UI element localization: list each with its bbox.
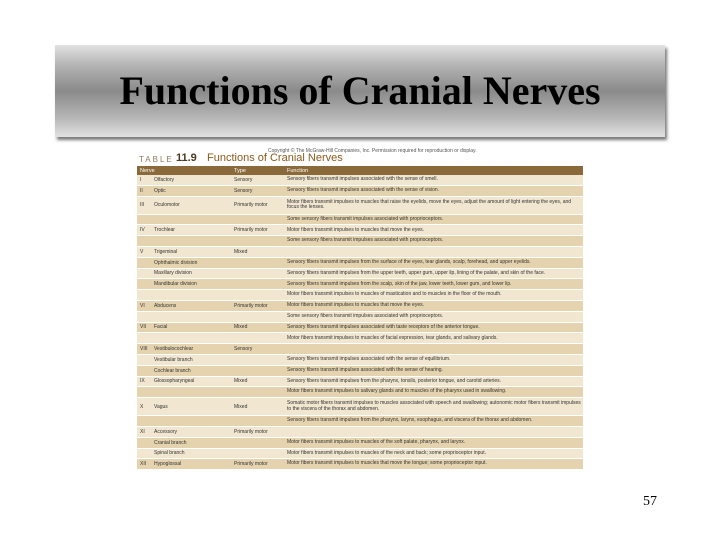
nerve-name-cell: Vestibular branch	[151, 354, 231, 365]
nerve-type-cell: Sensory	[231, 344, 284, 355]
nerve-name-cell: Trigeminal	[151, 246, 231, 257]
table-row	[137, 236, 583, 247]
cranial-nerves-table	[137, 166, 583, 528]
table-row	[137, 365, 583, 376]
nerve-name-cell: Trochlear	[151, 225, 231, 236]
nerve-type-cell	[231, 354, 284, 365]
nerve-number-cell	[137, 333, 151, 344]
nerve-number-cell: III	[137, 196, 151, 214]
nerve-function-cell: Sensory fibers transmit impulses from the scalp, skin of the jaw, lower teeth, lower gum, and lower lip.	[284, 279, 583, 290]
nerve-type-cell: Mixed	[231, 376, 284, 387]
nerve-name-cell: Facial	[151, 322, 231, 333]
nerve-function-cell: Sensory fibers transmit impulses from the surface of the eyes, tear glands, scalp, forehead, and upper eyelids.	[284, 257, 583, 268]
nerve-function-cell: Some sensory fibers transmit impulses associated with proprioceptors.	[284, 214, 583, 225]
nerve-name-cell: Vestibulocochlear	[151, 344, 231, 355]
nerve-number-cell	[137, 311, 151, 322]
nerve-name-cell: Glossopharyngeal	[151, 376, 231, 387]
nerve-number-cell	[137, 416, 151, 427]
table-row	[137, 246, 583, 257]
nerve-number-cell	[137, 290, 151, 301]
nerve-type-cell: Primarily motor	[231, 300, 284, 311]
table-row	[137, 225, 583, 236]
nerve-number-cell	[137, 257, 151, 268]
nerve-function-cell	[284, 426, 583, 437]
nerve-function-cell: Sensory fibers transmit impulses associated with taste receptors of the anterior tongue.	[284, 322, 583, 333]
nerve-number-cell: I	[137, 175, 151, 185]
nerve-name-cell: Oculomotor	[151, 196, 231, 214]
table-row	[137, 257, 583, 268]
table-row	[137, 290, 583, 301]
nerve-number-cell: IX	[137, 376, 151, 387]
nerve-function-cell: Sensory fibers transmit impulses associated with the sense of vision.	[284, 185, 583, 196]
nerve-number-cell	[137, 448, 151, 459]
nerve-name-cell: Abducens	[151, 300, 231, 311]
table-label: TABLE	[139, 155, 174, 164]
nerve-type-cell: Primarily motor	[231, 426, 284, 437]
nerve-function-cell: Motor fibers transmit impulses to muscles of the neck and back; some proprioceptor input.	[284, 448, 583, 459]
nerve-function-cell: Sensory fibers transmit impulses from the pharynx, tonsils, posterior tongue, and carotid arteries.	[284, 376, 583, 387]
nerve-number-cell: X	[137, 398, 151, 416]
nerve-function-cell: Sensory fibers transmit impulses associated with the sense of hearing.	[284, 365, 583, 376]
table-row	[137, 196, 583, 214]
table-row	[137, 387, 583, 398]
nerve-type-cell	[231, 365, 284, 376]
nerve-type-cell	[231, 257, 284, 268]
nerve-name-cell: Spinal branch	[151, 448, 231, 459]
nerve-type-cell	[231, 268, 284, 279]
nerve-number-cell: VIII	[137, 344, 151, 355]
nerve-type-cell: Mixed	[231, 246, 284, 257]
nerve-function-cell: Motor fibers transmit impulses to muscles that move the eyes.	[284, 225, 583, 236]
nerve-name-cell: Hypoglossal	[151, 459, 231, 470]
table-row	[137, 376, 583, 387]
nerve-function-cell: Sensory fibers transmit impulses associated with the sense of equilibrium.	[284, 354, 583, 365]
header-nerve: Nerve	[137, 166, 231, 175]
table-title: Functions of Cranial Nerves	[207, 152, 343, 164]
nerve-function-cell: Sensory fibers transmit impulses from the pharynx, larynx, esophagus, and viscera of the thorax and abdomen.	[284, 416, 583, 427]
nerve-number-cell: V	[137, 246, 151, 257]
table-number: 11.9	[176, 152, 197, 164]
nerve-number-cell: II	[137, 185, 151, 196]
title-band	[55, 45, 665, 137]
table-row	[137, 437, 583, 448]
nerve-name-cell	[151, 333, 231, 344]
nerve-name-cell	[151, 416, 231, 427]
nerve-name-cell: Accessory	[151, 426, 231, 437]
nerve-type-cell	[231, 214, 284, 225]
copyright-notice: Copyright © The McGraw-Hill Companies, Inc. Permission required for reproduction or display.	[268, 148, 477, 154]
table-row	[137, 426, 583, 437]
table-row	[137, 416, 583, 427]
nerve-number-cell	[137, 365, 151, 376]
nerve-function-cell: Motor fibers transmit impulses to muscles of the soft palate, pharynx, and larynx.	[284, 437, 583, 448]
nerve-function-cell: Motor fibers transmit impulses to muscles of facial expression, tear glands, and salivary glands.	[284, 333, 583, 344]
nerve-function-cell: Motor fibers transmit impulses to muscles that raise the eyelids, move the eyes, adjust the amount of light entering the eyes, and focus the lenses.	[284, 196, 583, 214]
nerve-number-cell: VII	[137, 322, 151, 333]
nerve-type-cell: Primarily motor	[231, 459, 284, 470]
header-type: Type	[231, 166, 284, 175]
nerve-number-cell: IV	[137, 225, 151, 236]
nerve-number-cell	[137, 387, 151, 398]
nerve-number-cell: XII	[137, 459, 151, 470]
nerve-type-cell	[231, 416, 284, 427]
nerve-function-cell: Sensory fibers transmit impulses associated with the sense of smell.	[284, 175, 583, 185]
table-row	[137, 175, 583, 185]
nerve-function-cell: Some sensory fibers transmit impulses associated with proprioceptors.	[284, 311, 583, 322]
table-row	[137, 333, 583, 344]
table-row	[137, 311, 583, 322]
nerve-name-cell: Cranial branch	[151, 437, 231, 448]
table-row	[137, 322, 583, 333]
nerve-type-cell: Primarily motor	[231, 196, 284, 214]
nerve-number-cell: VI	[137, 300, 151, 311]
nerve-number-cell	[137, 437, 151, 448]
nerve-number-cell	[137, 214, 151, 225]
nerve-name-cell	[151, 214, 231, 225]
nerve-function-cell: Somatic motor fibers transmit impulses to muscles associated with speech and swallowing; autonomic motor fibers transmit impulses to the viscera of the thorax and abdomen.	[284, 398, 583, 416]
slide-title: Functions of Cranial Nerves	[119, 68, 601, 113]
nerve-type-cell: Sensory	[231, 175, 284, 185]
table-row	[137, 459, 583, 470]
nerve-type-cell	[231, 437, 284, 448]
nerve-number-cell	[137, 236, 151, 247]
nerve-type-cell	[231, 333, 284, 344]
nerve-type-cell: Primarily motor	[231, 225, 284, 236]
nerve-name-cell: Ophthalmic division	[151, 257, 231, 268]
nerve-function-cell: Motor fibers transmit impulses to muscles that move the eyes.	[284, 300, 583, 311]
nerve-function-cell: Some sensory fibers transmit impulses associated with proprioceptors.	[284, 236, 583, 247]
nerve-type-cell	[231, 290, 284, 301]
table-row	[137, 279, 583, 290]
nerve-type-cell: Mixed	[231, 398, 284, 416]
nerve-type-cell	[231, 311, 284, 322]
nerve-name-cell: Cochlear branch	[151, 365, 231, 376]
nerve-name-cell	[151, 387, 231, 398]
nerve-type-cell	[231, 387, 284, 398]
table-header-row	[137, 166, 583, 175]
table-row	[137, 398, 583, 416]
table-row	[137, 344, 583, 355]
page-number: 57	[643, 494, 657, 509]
table-row	[137, 214, 583, 225]
table-row	[137, 448, 583, 459]
nerve-name-cell: Maxillary division	[151, 268, 231, 279]
nerve-number-cell: XI	[137, 426, 151, 437]
nerve-type-cell	[231, 236, 284, 247]
nerve-function-cell: Motor fibers transmit impulses to salivary glands and to muscles of the pharynx used in swallowing.	[284, 387, 583, 398]
nerve-number-cell	[137, 279, 151, 290]
nerve-type-cell: Sensory	[231, 185, 284, 196]
nerve-function-cell: Sensory fibers transmit impulses from the upper teeth, upper gum, upper lip, lining of the palate, and skin of the face.	[284, 268, 583, 279]
nerve-type-cell	[231, 279, 284, 290]
table-row	[137, 185, 583, 196]
header-function: Function	[284, 166, 583, 175]
table-row	[137, 268, 583, 279]
nerve-name-cell: Mandibular division	[151, 279, 231, 290]
nerve-function-cell	[284, 246, 583, 257]
table-row	[137, 354, 583, 365]
nerve-type-cell: Mixed	[231, 322, 284, 333]
nerve-name-cell	[151, 290, 231, 301]
nerve-function-cell	[284, 344, 583, 355]
nerve-name-cell: Optic	[151, 185, 231, 196]
table-row	[137, 300, 583, 311]
nerve-name-cell: Olfactory	[151, 175, 231, 185]
nerve-function-cell: Motor fibers transmit impulses to muscles of mastication and to muscles in the floor of the mouth.	[284, 290, 583, 301]
nerve-name-cell	[151, 236, 231, 247]
nerve-function-cell: Motor fibers transmit impulses to muscles that move the tongue; some proprioceptor input.	[284, 459, 583, 470]
nerve-name-cell	[151, 311, 231, 322]
nerve-number-cell	[137, 354, 151, 365]
nerve-number-cell	[137, 268, 151, 279]
nerve-name-cell: Vagus	[151, 398, 231, 416]
nerve-type-cell	[231, 448, 284, 459]
